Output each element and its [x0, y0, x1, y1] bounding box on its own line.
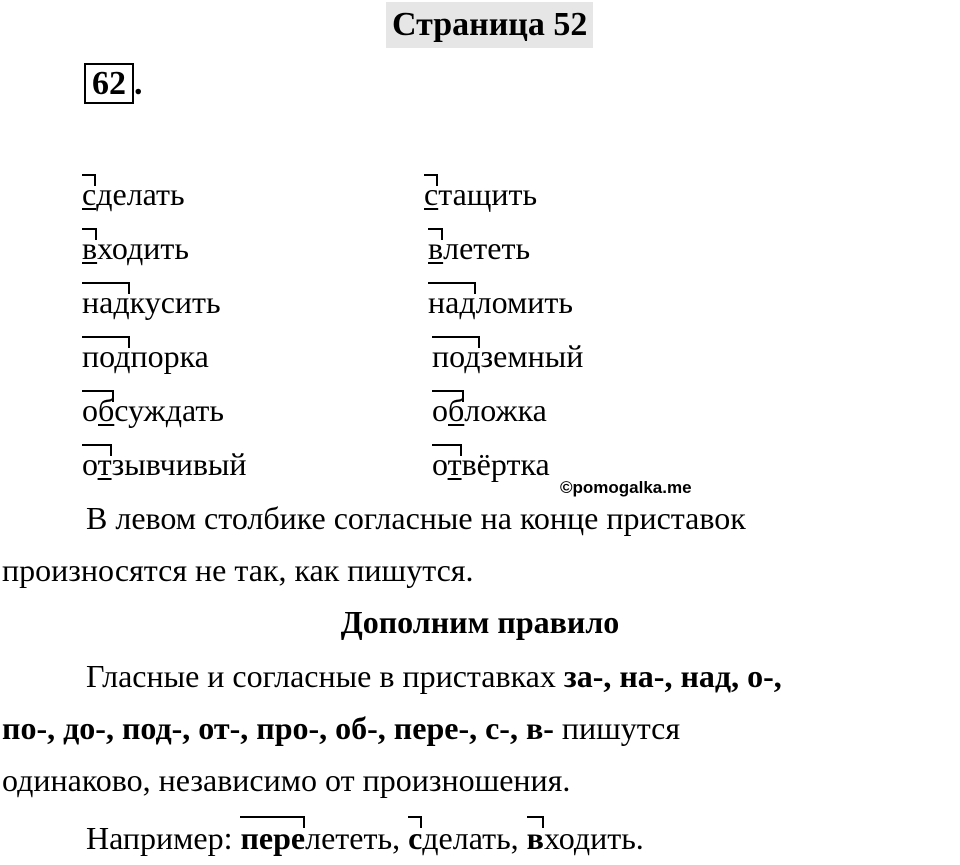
- task-number-box: 62: [84, 63, 134, 104]
- task-number: [84, 64, 143, 104]
- task-number-dot: .: [134, 65, 143, 102]
- rule-line-3: одинаково, независимо от произношения.: [2, 762, 571, 798]
- prefix-mark: об: [432, 392, 465, 428]
- left-word-2: входить: [82, 230, 189, 266]
- left-word-6: отзывчивый: [82, 446, 247, 482]
- right-word-4: подземный: [432, 338, 584, 374]
- prefix-mark: под: [432, 338, 481, 374]
- prefix-mark: в: [82, 230, 98, 266]
- rule-line-1: Гласные и согласные в приставках за-, на-, над, о-,: [86, 658, 782, 694]
- prefix-mark: над: [82, 284, 130, 320]
- prefix-mark: в: [526, 820, 544, 856]
- prefix-mark: с: [82, 176, 97, 212]
- prefix-mark: над: [428, 284, 476, 320]
- right-word-3: надломить: [428, 284, 573, 320]
- right-word-6: отвёртка: [432, 446, 550, 482]
- right-word-2: влететь: [428, 230, 531, 266]
- left-word-3: надкусить: [82, 284, 221, 320]
- left-word-5: обсуждать: [82, 392, 224, 428]
- prefix-mark: от: [82, 446, 112, 482]
- rule-line-2: по-, до-, под-, от-, про-, об-, пере-, с-, в- пишутся: [2, 710, 681, 746]
- conclusion-line-1: В левом столбике согласные на конце приставок: [86, 500, 746, 536]
- prefix-mark: пере: [240, 820, 306, 856]
- prefix-mark: от: [432, 446, 462, 482]
- right-word-5: обложка: [432, 392, 547, 428]
- watermark: ©pomogalka.me: [560, 478, 692, 497]
- conclusion-line-2: произносятся не так, как пишутся.: [2, 552, 474, 588]
- rule-heading: Дополним правило: [340, 604, 620, 640]
- prefix-mark: с: [408, 820, 423, 856]
- right-word-1: стащить: [424, 176, 538, 212]
- prefix-mark: об: [82, 392, 115, 428]
- left-word-4: подпорка: [82, 338, 209, 374]
- prefix-mark: под: [82, 338, 131, 374]
- prefix-mark: с: [424, 176, 439, 212]
- example-line: Например: перелететь, сделать, входить.: [86, 820, 644, 856]
- prefix-mark: в: [428, 230, 444, 266]
- page-title: Страница 52: [386, 2, 593, 48]
- left-word-1: сделать: [82, 176, 185, 212]
